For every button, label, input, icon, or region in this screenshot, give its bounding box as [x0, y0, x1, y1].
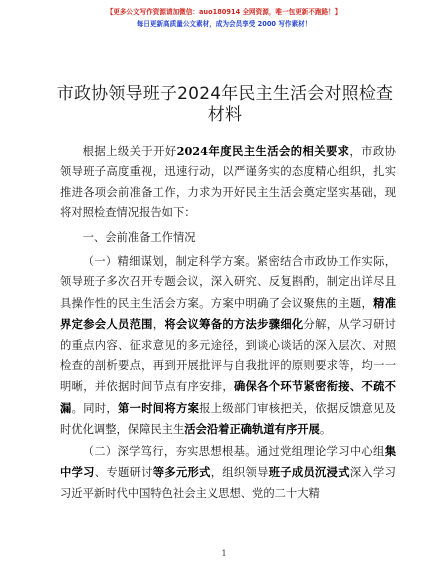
- document-body: [60, 141, 396, 504]
- para1-text-c: ，: [152, 318, 165, 332]
- intro-paragraph: [60, 141, 396, 224]
- intro-text-b: 2024年度民主生活会的相关要求: [176, 144, 350, 158]
- para1-text-d: 将会议筹备的方法步骤细化: [164, 317, 304, 332]
- para2-text-f: 班子成员沉浸式: [268, 465, 350, 480]
- paragraph-1: [60, 252, 396, 441]
- para1-text-h: 第一时间将方案: [118, 400, 200, 415]
- para2-text-d: 等多元形式: [152, 465, 211, 480]
- para1-text-b: 精准界定参会人员范围: [60, 295, 396, 332]
- intro-text-c: ，市政协领导班子高度重视，迅速行动，以严谨务实的态度精心组织，扎实推进各项会前准备工作，力求为开好民主生活会奠定坚实基础，现将对照检查情况报告如下：: [60, 145, 396, 220]
- para2-text-a: （二）深学笃行，夯实思想根基。通过党组理论学习中心组: [82, 444, 385, 458]
- paragraph-2: [60, 441, 396, 504]
- promo-banner-line-2: 每日更新高质量公文素材，成为会员享受 2000 写作素材！: [136, 20, 312, 28]
- para2-text-g: 深入学习习近平新时代中国特色社会主义思想、党的二十大精: [60, 466, 396, 500]
- para1-text-k: 。: [319, 423, 332, 437]
- section-heading: 一、会前准备工作情况: [82, 230, 196, 244]
- promo-banner: [0, 6, 448, 30]
- document-title: 市政协领导班子2024年民主生活会对照检查材料: [56, 84, 394, 125]
- para1-text-g: 。同时，: [71, 401, 118, 415]
- para2-text-e: ，组织领导: [210, 466, 269, 480]
- page-number: 1: [221, 549, 227, 558]
- para1-text-j: 活会沿着正确轨道有序开展: [184, 422, 320, 437]
- promo-banner-line-1: 【更多公文写作资源请加微信：auo180914 全网资源，唯一包更新不跑路！】: [106, 8, 342, 16]
- para2-text-b: 集中学习: [60, 443, 396, 480]
- intro-text-a: 根据上级关于开好: [82, 145, 177, 158]
- para1-text-i: 报上级部门审核把关，依据反馈意见及时优化调整，保障民主生: [60, 401, 396, 437]
- para1-text-e: 分解，从学习研讨的重点内容、征求意见的多元途径，到谈心谈话的深入层次、对照检查的剖析要点，再到开展批评与自我批评的原则要求等，均一一明晰，并依据时间节点有序安排，: [60, 318, 396, 394]
- para1-text-a: （一）精细谋划，制定科学方案。紧密结合市政协工作实际，领导班子多次召开专题会议，深入研究、反复斟酌，制定出详尽且具操作性的民主生活会方案。方案中明确了会议聚焦的主题，: [60, 255, 396, 310]
- para2-text-c: 、专题研讨: [94, 466, 153, 480]
- para1-text-f: 确保各个环节紧密衔接、不疏不漏: [60, 379, 396, 415]
